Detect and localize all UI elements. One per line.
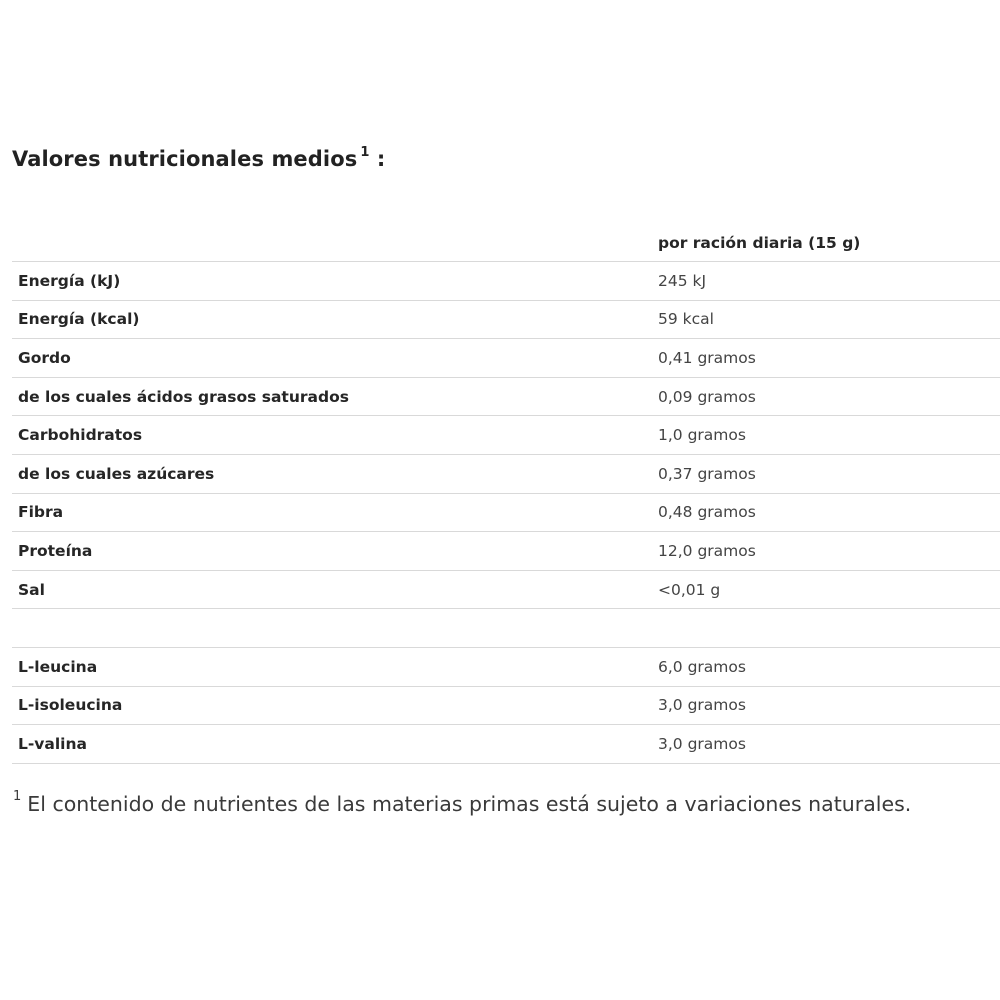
table-row-spacer (12, 609, 1000, 648)
table-row (12, 378, 1000, 417)
footnote-text: El contenido de nutrientes de las materias primas está sujeto a variaciones naturales. (27, 792, 912, 816)
row-value: 0,48 gramos (658, 503, 756, 522)
row-value: 12,0 gramos (658, 541, 756, 560)
row-value: 245 kJ (658, 271, 707, 290)
table-row (12, 455, 1000, 494)
column-header-per-serving: por ración diaria (15 g) (658, 233, 861, 252)
row-label: Carbohidratos (18, 426, 143, 445)
table-row (12, 687, 1000, 726)
title-suffix: : (376, 147, 386, 171)
row-value: 1,0 gramos (658, 426, 746, 445)
row-value: 0,41 gramos (658, 348, 756, 367)
title-footnote-marker: 1 (360, 145, 370, 160)
row-label: Energía (kJ) (18, 271, 121, 290)
row-label: Sal (18, 580, 45, 599)
table-header-row (12, 224, 1000, 262)
row-label: Proteína (18, 541, 93, 560)
row-label: L-leucina (18, 657, 98, 676)
nutrition-table (12, 224, 1000, 764)
table-row (12, 416, 1000, 455)
row-label: de los cuales ácidos grasos saturados (18, 387, 349, 406)
row-value: <0,01 g (658, 580, 721, 599)
table-row (12, 262, 1000, 301)
table-row (12, 571, 1000, 610)
row-label: Gordo (18, 348, 71, 367)
table-row (12, 648, 1000, 687)
footnote-marker: 1 (13, 789, 22, 805)
row-value: 6,0 gramos (658, 657, 746, 676)
table-row (12, 494, 1000, 533)
row-label: de los cuales azúcares (18, 464, 215, 483)
row-label: Energía (kcal) (18, 310, 140, 329)
row-label: Fibra (18, 503, 64, 522)
row-value: 0,37 gramos (658, 464, 756, 483)
row-label: L-isoleucina (18, 696, 123, 715)
table-row (12, 301, 1000, 340)
table-row (12, 725, 1000, 764)
footnote (13, 789, 912, 816)
row-value: 0,09 gramos (658, 387, 756, 406)
table-row (12, 532, 1000, 571)
row-value: 3,0 gramos (658, 696, 746, 715)
row-label: L-valina (18, 734, 87, 753)
row-value: 3,0 gramos (658, 734, 746, 753)
row-value: 59 kcal (658, 310, 714, 329)
table-row (12, 339, 1000, 378)
title-text: Valores nutricionales medios (12, 147, 358, 171)
page-title (12, 147, 385, 171)
